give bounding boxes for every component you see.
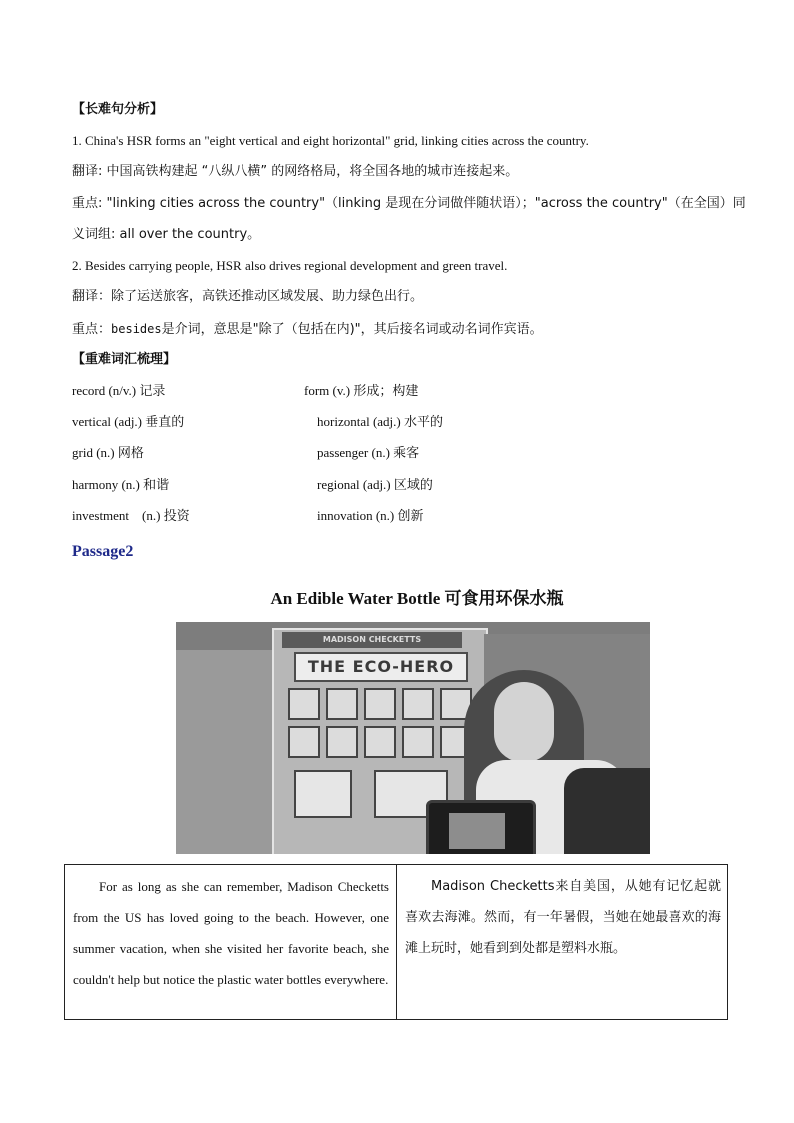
sentence-1-keypoint-a: 重点: "linking cities across the country"（linking 是现在分词做伴随状语）；"across the country"（在全国）同 [72,196,746,211]
analysis-heading: 【长难句分析】 [72,102,164,117]
poster-header-text: MADISON CHECKETTS [322,635,422,644]
keypoint-rest: 是介词，意思是"除了（包括在内)"，其后接名词或动名词作宾语。 [161,322,543,337]
vocab-item: harmony (n.) 和谐 [72,477,170,492]
girl-shirt [564,768,650,854]
poster-cell [326,726,358,758]
poster-banner: THE ECO-HERO [294,652,468,682]
english-text: For as long as she can remember, Madison Checketts from the US has loved going to the beach. However, one summer vacation, when she visited her favorite beach, she couldn't help but notice the plastic water bottles everywhere. [73,879,389,987]
sentence-1-translation: 翻译: 中国高铁构建起 “八纵八横” 的网络格局，将全国各地的城市连接起来。 [72,164,519,179]
sentence-1-english: 1. China's HSR forms an "eight vertical and eight horizontal" grid, linking cities across the country. [72,133,589,148]
vocab-item: record (n/v.) 记录 [72,383,166,398]
girl-face [494,682,554,762]
keypoint-word: besides [111,322,162,336]
vocab-heading: 【重难词汇梳理】 [72,352,177,367]
poster-cell [288,726,320,758]
vocab-item: passenger (n.) 乘客 [317,445,420,460]
vocab-item: horizontal (adj.) 水平的 [317,414,443,429]
vocab-item: form (v.) 形成；构建 [304,383,419,398]
table-divider [396,865,397,1019]
poster-cell [402,688,434,720]
tablet-screen [449,813,505,849]
article-title: An Edible Water Bottle 可食用环保水瓶 [270,589,564,608]
article-photo [176,622,650,854]
english-paragraph [73,871,389,995]
poster-cell [402,726,434,758]
vocab-item: vertical (adj.) 垂直的 [72,414,185,429]
vocab-item: grid (n.) 网格 [72,445,144,460]
chinese-paragraph [405,871,721,964]
poster-cell [326,688,358,720]
bilingual-table [64,864,728,1020]
sentence-2-keypoint [72,320,543,339]
vocab-item: investment (n.) 投资 [72,508,190,523]
vocab-item: regional (adj.) 区域的 [317,477,433,492]
keypoint-prefix: 重点： [72,322,112,337]
poster-header [282,632,462,648]
sentence-2-translation: 翻译：除了运送旅客，高铁还推动区域发展、助力绿色出行。 [72,289,424,304]
poster-cell [364,688,396,720]
photo-side-panel [176,650,278,854]
chinese-text: Madison Checketts来自美国，从她有记忆起就喜欢去海滩。然而，有一年暑假，当她在她最喜欢的海滩上玩时，她看到到处都是塑料水瓶。 [405,879,721,956]
vocab-item: innovation (n.) 创新 [317,508,424,523]
sentence-1-keypoint-b: 义词组: all over the country。 [72,227,261,242]
passage-label: Passage2 [72,543,134,560]
tablet-device [426,800,536,854]
poster-cell [288,688,320,720]
poster-cell [364,726,396,758]
poster-picture [294,770,352,818]
sentence-2-english: 2. Besides carrying people, HSR also drives regional development and green travel. [72,258,508,273]
